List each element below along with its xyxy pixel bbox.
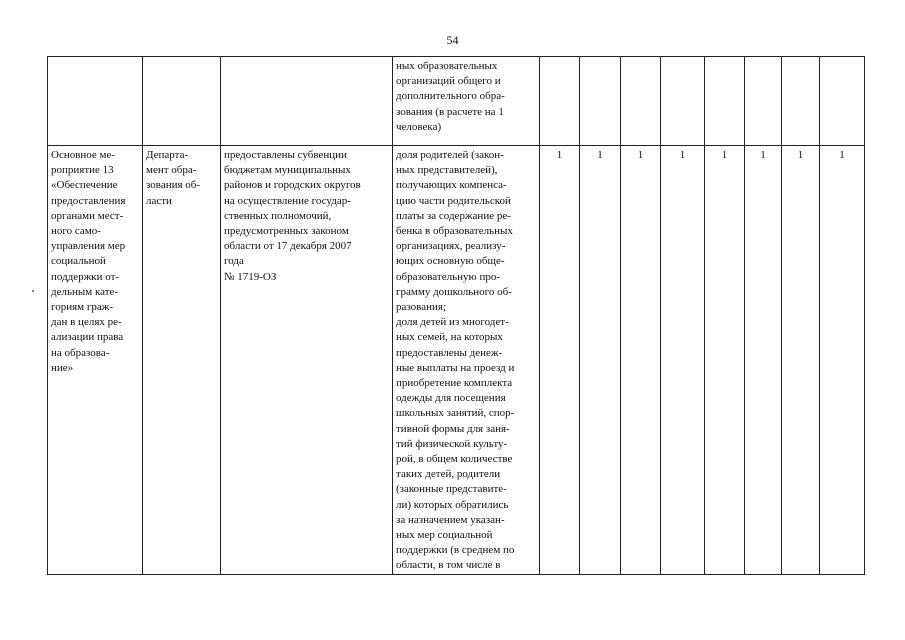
cell-value: 1	[621, 146, 661, 575]
cell-value	[745, 57, 782, 146]
cell-measure: Основное ме- роприятие 13 «Обеспечение предоставления органами мест- ного само- управления мер социальной поддержки от- дельным кате- гориям граж- дан в целях ре- ализации права на образова- ние»	[48, 146, 143, 575]
cell-value	[820, 57, 865, 146]
measures-table	[47, 56, 865, 575]
cell-value	[705, 57, 745, 146]
scan-speck	[32, 290, 34, 292]
cell-value: 1	[745, 146, 782, 575]
table-row-measure-13	[48, 146, 865, 575]
cell-value: 1	[782, 146, 820, 575]
cell-measure	[48, 57, 143, 146]
cell-indicator: ных образовательных организаций общего и дополнительного обра- зования (в расчете на 1 человека)	[393, 57, 540, 146]
cell-indicator: доля родителей (закон- ных представителей), получающих компенса- цию части родительской платы за содержание ре- бенка в образовательных организациях, реализу- ющих основную обще- образовательную про- грамму дошкольного об- разования; доля детей из многодет- ных семей, на которых предоставлены денеж- ные выплаты на проезд и приобретение комплекта одежды для посещения школьных занятий, спор- тивной формы для заня- тий физической культу- рой, в общем количестве таких детей, родители (законные представите- ли) которых обратились за назначением указан- ных мер социальной поддержки (в среднем по области, в том числе в	[393, 146, 540, 575]
cell-value: 1	[540, 146, 580, 575]
cell-value	[580, 57, 621, 146]
cell-value	[661, 57, 705, 146]
cell-responsible	[143, 57, 221, 146]
cell-responsible: Департа- мент обра- зования об- ласти	[143, 146, 221, 575]
page-number: 54	[446, 33, 459, 47]
cell-value	[540, 57, 580, 146]
cell-value	[621, 57, 661, 146]
cell-value	[782, 57, 820, 146]
cell-value: 1	[661, 146, 705, 575]
cell-result	[221, 57, 393, 146]
cell-value: 1	[820, 146, 865, 575]
table-row-continuation	[48, 57, 865, 146]
cell-result: предоставлены субвенции бюджетам муниципальных районов и городских округов на осуществление государ- ственных полномочий, предусмотренных законом области от 17 декабря 2007 года № 1719-ОЗ	[221, 146, 393, 575]
cell-value: 1	[705, 146, 745, 575]
cell-value: 1	[580, 146, 621, 575]
